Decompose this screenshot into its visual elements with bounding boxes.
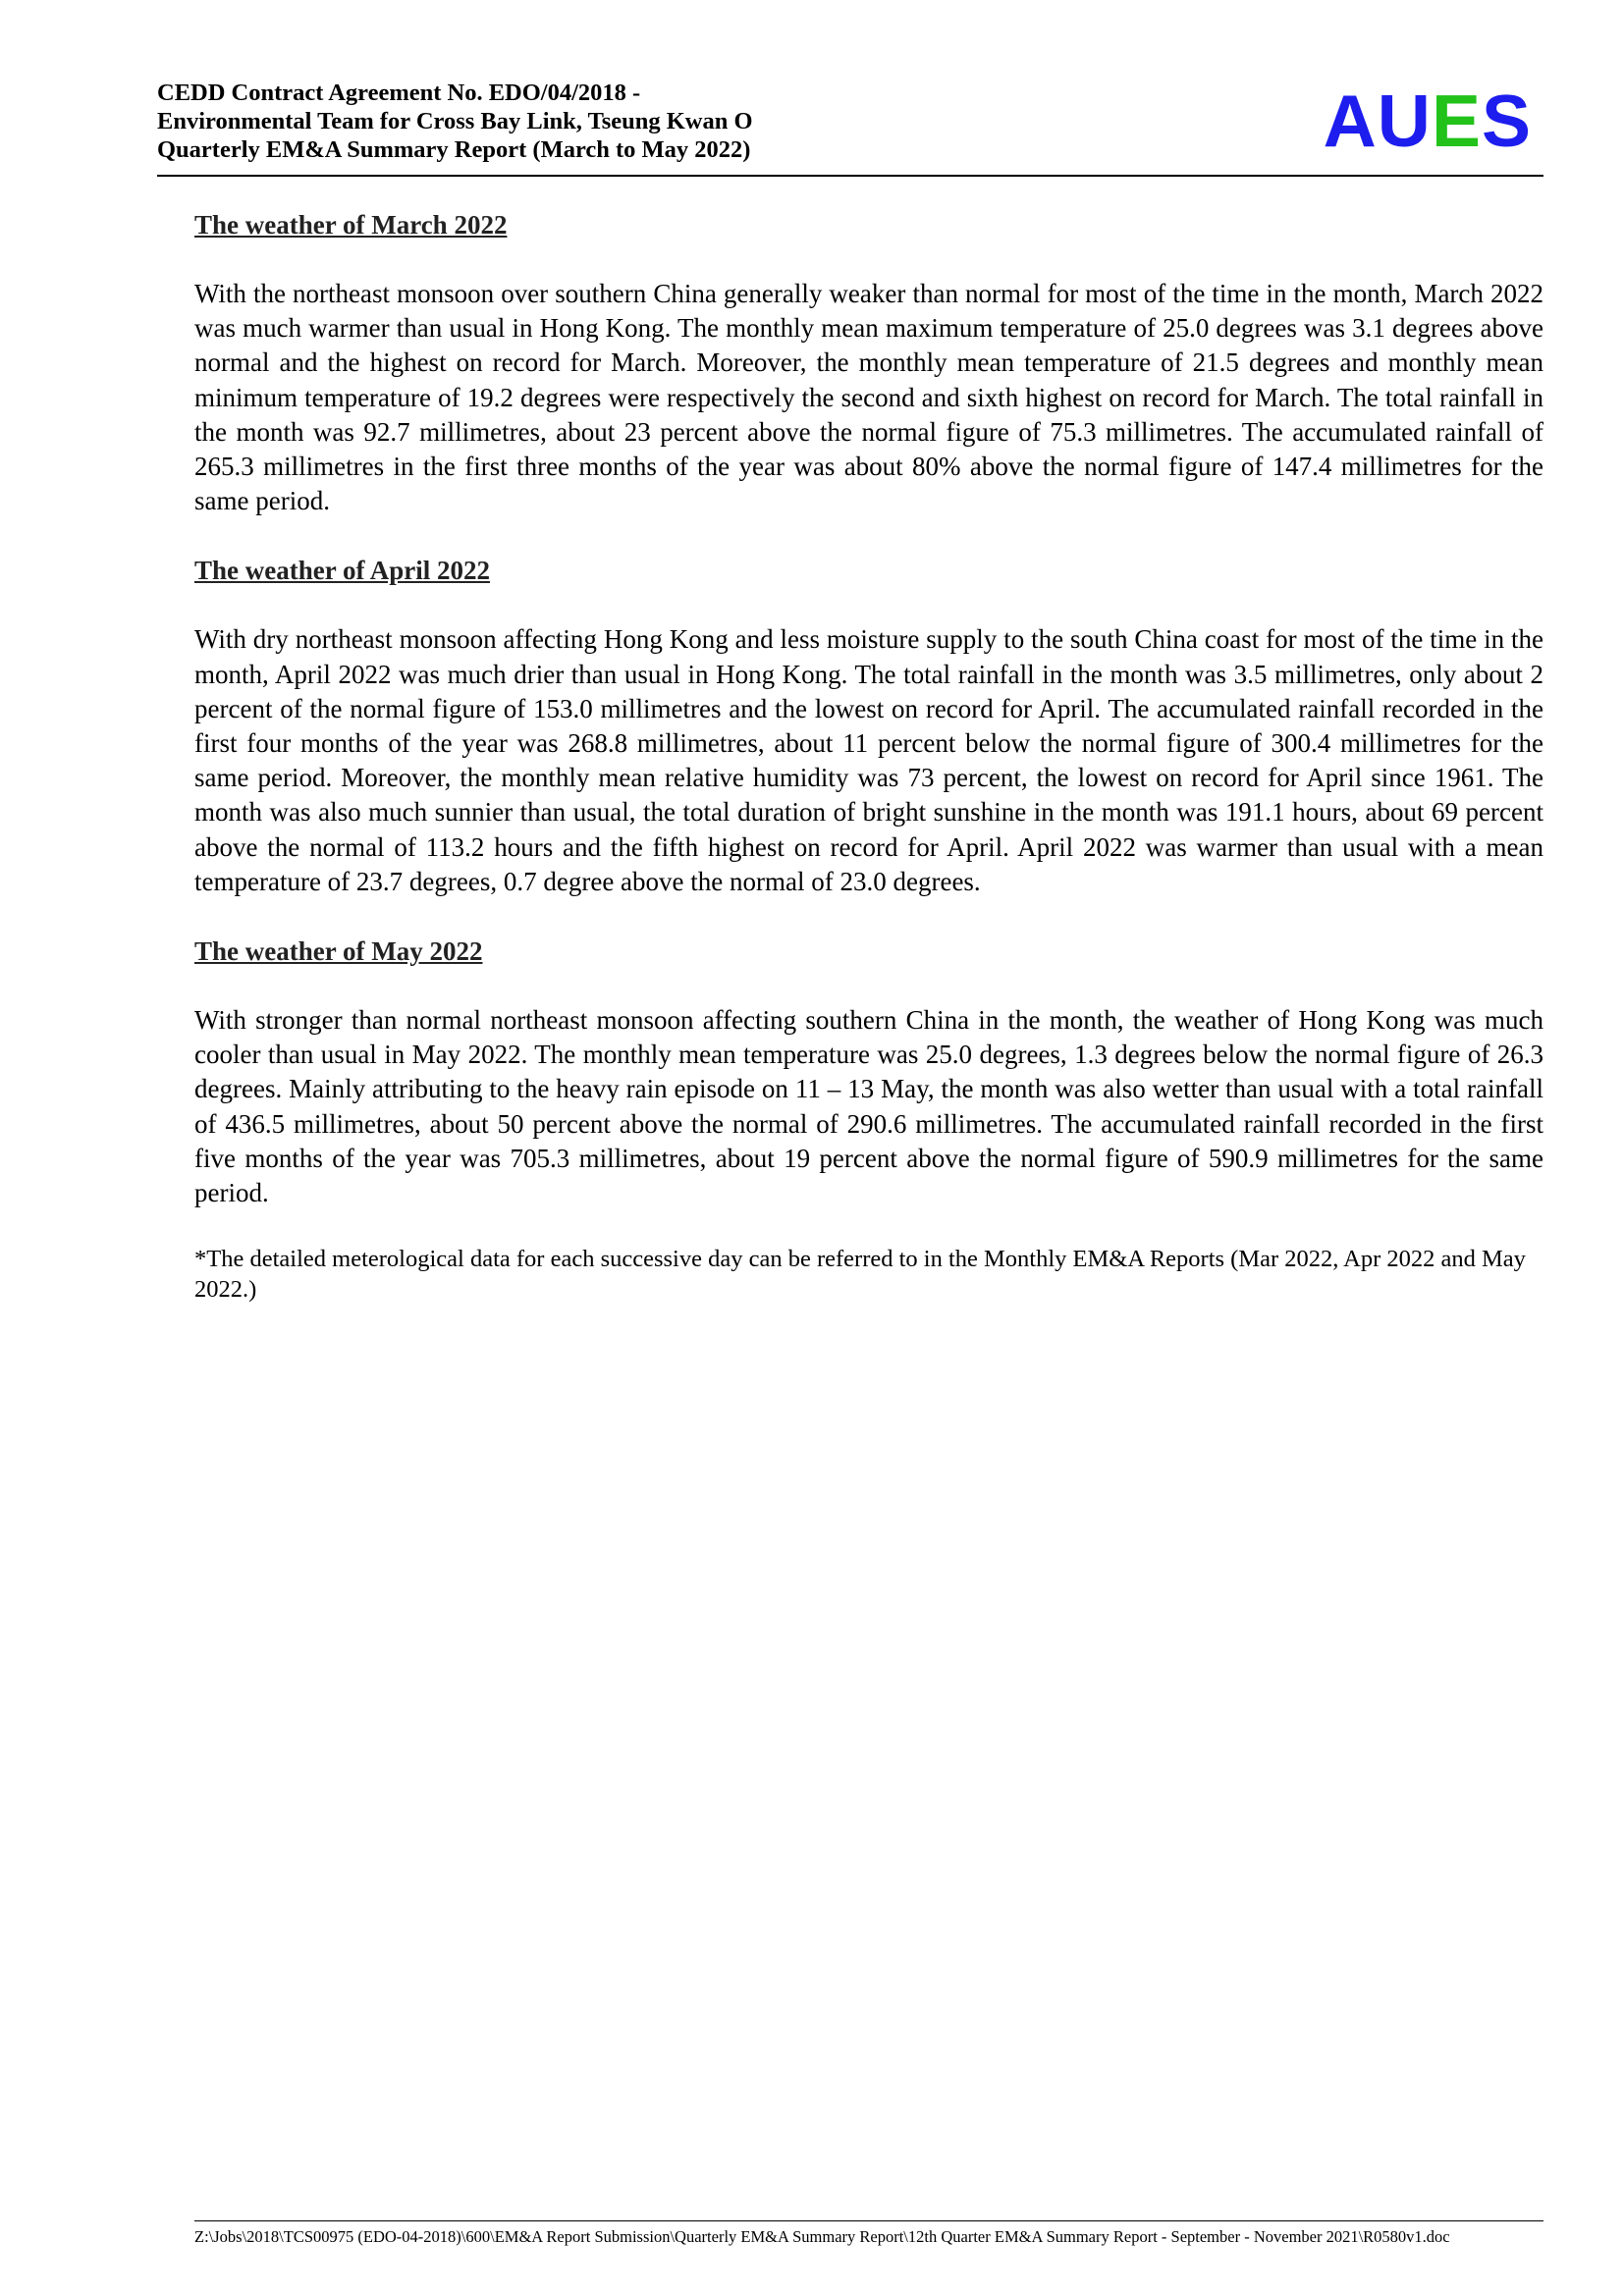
report-body — [194, 208, 1543, 1305]
footer-file-path: Z:\Jobs\2018\TCS00975 (EDO-04-2018)\600\EM&A Report Submission\Quarterly EM&A Summary Report\12th Quarter EM&A Summary Report - September - November 2021\R0580v1.doc — [194, 2227, 1450, 2246]
logo-letter: E — [1431, 80, 1482, 162]
section-title: The weather of March 2022 — [194, 210, 508, 240]
logo-letter: S — [1481, 80, 1532, 162]
footer-divider — [194, 2220, 1543, 2221]
logo-letter: U — [1377, 80, 1432, 162]
header-line-contract: CEDD Contract Agreement No. EDO/04/2018 - — [157, 80, 641, 106]
section-title: The weather of May 2022 — [194, 936, 483, 967]
aues-logo — [1323, 80, 1532, 162]
page-header — [157, 79, 1543, 177]
header-divider — [157, 175, 1543, 177]
header-line-report: Quarterly EM&A Summary Report (March to May 2022) — [157, 136, 751, 163]
section-paragraph: With stronger than normal northeast monsoon affecting southern China in the month, the weather of Hong Kong was much cooler than usual in May 2022. The monthly mean temperature was 25.0 degrees, 1.3 degrees below the normal figure of 26.3 degrees. Mainly attributing to the heavy rain episode on 11 – 13 May, the month was also wetter than usual with a total rainfall of 436.5 millimetres, about 50 percent above the normal of 290.6 millimetres. The accumulated rainfall recorded in the first five months of the year was 705.3 millimetres, about 19 percent above the normal figure of 590.9 millimetres for the same period. — [194, 1005, 1543, 1208]
header-line-project: Environmental Team for Cross Bay Link, Tseung Kwan O — [157, 108, 753, 134]
header-title-block — [157, 79, 753, 164]
logo-letter: A — [1323, 80, 1378, 162]
section-paragraph: With the northeast monsoon over southern China generally weaker than normal for most of the time in the month, March 2022 was much warmer than usual in Hong Kong. The monthly mean maximum temperature of 25.0 degrees was 3.1 degrees above normal and the highest on record for March. Moreover, the monthly mean temperature of 21.5 degrees and monthly mean minimum temperature of 19.2 degrees were respectively the second and sixth highest on record for March. The total rainfall in the month was 92.7 millimetres, about 23 percent above the normal figure of 75.3 millimetres. The accumulated rainfall of 265.3 millimetres in the first three months of the year was about 80% above the normal figure of 147.4 millimetres for the same period. — [194, 279, 1543, 516]
section-march — [194, 208, 1543, 518]
section-paragraph: With dry northeast monsoon affecting Hong Kong and less moisture supply to the south China coast for most of the time in the month, April 2022 was much drier than usual in Hong Kong. The total rainfall in the month was 3.5 millimetres, only about 2 percent of the normal figure of 153.0 millimetres and the lowest on record for April. The accumulated rainfall recorded in the first four months of the year was 268.8 millimetres, about 11 percent below the normal figure of 300.4 millimetres for the same period. Moreover, the monthly mean relative humidity was 73 percent, the lowest on record for April since 1961. The month was also much sunnier than usual, the total duration of bright sunshine in the month was 191.1 hours, about 69 percent above the normal of 113.2 hours and the fifth highest on record for April. April 2022 was warmer than usual with a mean temperature of 23.7 degrees, 0.7 degree above the normal of 23.0 degrees. — [194, 624, 1543, 896]
section-title: The weather of April 2022 — [194, 556, 490, 586]
section-april — [194, 554, 1543, 899]
section-may — [194, 934, 1543, 1210]
footnote: *The detailed meterological data for each successive day can be referred to in the Monthly EM&A Reports (Mar 2022, Apr 2022 and May 2022.) — [194, 1246, 1526, 1304]
